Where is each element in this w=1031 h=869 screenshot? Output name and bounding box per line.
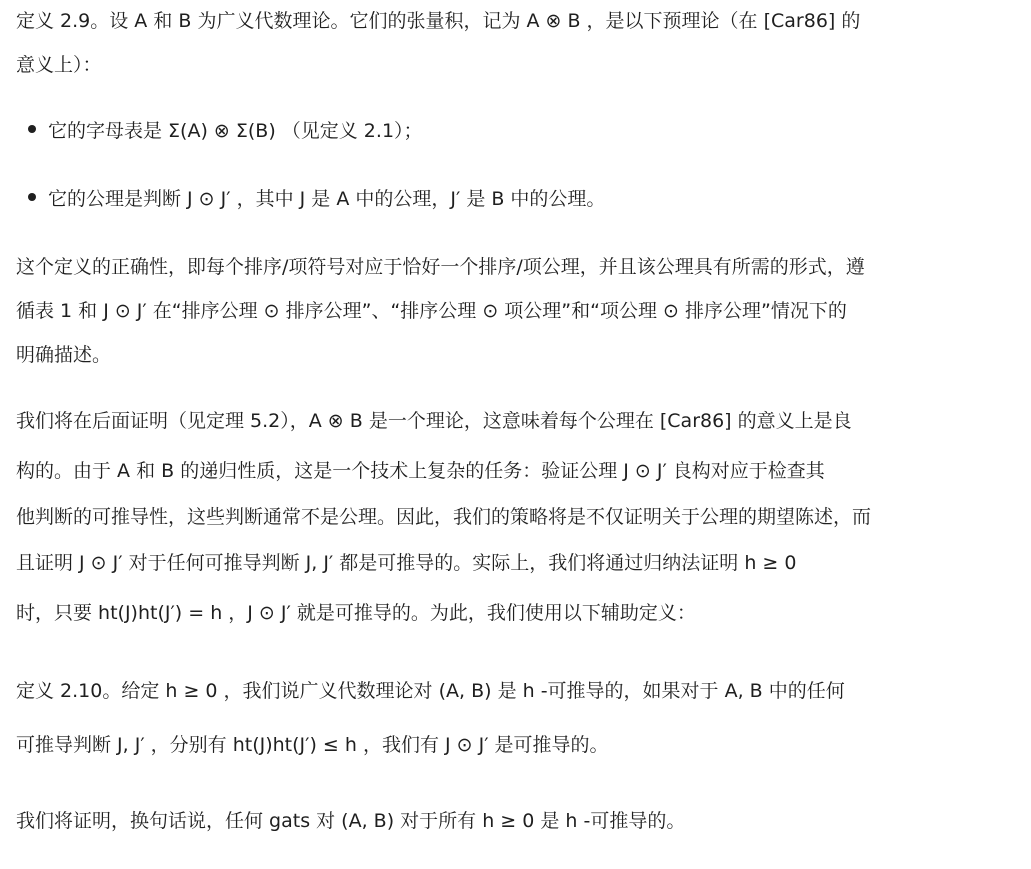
paragraph-correctness-line-2: 循表 1 和 J ⊙ J′ 在“排序公理 ⊙ 排序公理”、“排序公理 ⊙ 项公理”和“项公理 ⊙ 排序公理”情况下的 [16,300,847,322]
paragraph-proof-line-4: 且证明 J ⊙ J′ 对于任何可推导判断 J, J′ 都是可推导的。实际上，我们将通过归纳法证明 h ≥ 0 [16,552,797,574]
paragraph-proof-line-5: 时，只要 ht(J)ht(J′) = h ，J ⊙ J′ 就是可推导的。为此，我们使用以下辅助定义： [16,602,696,624]
definition-2-9-line-2: 意义上）： [16,54,102,76]
definition-2-9-line-1: 定义 2.9。设 A 和 B 为广义代数理论。它们的张量积，记为 A ⊗ B ，是以下预理论（在 [Car86] 的 [16,10,861,32]
paragraph-proof-line-1: 我们将在后面证明（见定理 5.2），A ⊗ B 是一个理论，这意味着每个公理在 [Car86] 的意义上是良 [16,410,852,432]
definition-2-10-line-2: 可推导判断 J, J′ ，分别有 ht(J)ht(J′) ≤ h ，我们有 J ⊙ J′ 是可推导的。 [16,734,609,756]
paragraph-proof-line-2: 构的。由于 A 和 B 的递归性质，这是一个技术上复杂的任务：验证公理 J ⊙ J′ 良构对应于检查其 [16,460,825,482]
paragraph-proof-line-3: 他判断的可推导性，这些判断通常不是公理。因此，我们的策略将是不仅证明关于公理的期望陈述，而 [16,506,872,528]
bullet-dot-1 [28,125,36,133]
bullet-dot-2 [28,193,36,201]
closing-paragraph-line-1: 我们将证明，换句话说，任何 gats 对 (A, B) 对于所有 h ≥ 0 是 h -可推导的。 [16,810,686,832]
bullet-item-axioms: 它的公理是判断 J ⊙ J′ ，其中 J 是 A 中的公理，J′ 是 B 中的公理。 [48,188,606,210]
definition-2-10-line-1: 定义 2.10。给定 h ≥ 0 ，我们说广义代数理论对 (A, B) 是 h -可推导的，如果对于 A, B 中的任何 [16,680,845,702]
paragraph-correctness-line-1: 这个定义的正确性，即每个排序/项符号对应于恰好一个排序/项公理，并且该公理具有所需的形式，遵 [16,256,865,278]
bullet-item-alphabet: 它的字母表是 Σ(A) ⊗ Σ(B) （见定义 2.1）； [48,120,423,142]
paragraph-correctness-line-3: 明确描述。 [16,344,112,366]
